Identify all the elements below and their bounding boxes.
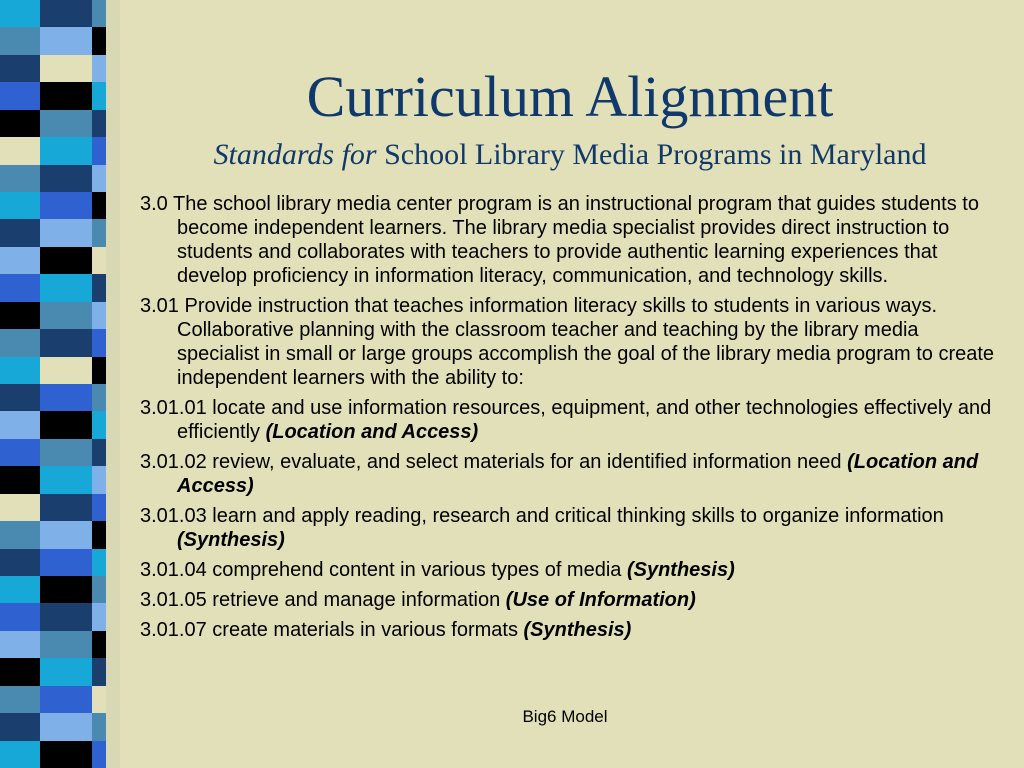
- stripe-segment: [40, 192, 92, 220]
- subtitle-italic-part: Standards for: [213, 138, 377, 171]
- stripe-segment: [40, 521, 92, 549]
- stripe-segment: [40, 247, 92, 275]
- stripe-segment: [92, 192, 106, 220]
- stripe-segment: [0, 192, 40, 220]
- stripe-segment: [0, 329, 40, 357]
- stripe-segment: [92, 357, 106, 385]
- stripe-segment: [92, 302, 106, 330]
- stripe-segment: [0, 439, 40, 467]
- stripe-segment: [0, 137, 40, 165]
- stripe-segment: [40, 549, 92, 577]
- paragraph-text: 3.01.07 create materials in various formats: [140, 619, 524, 641]
- stripe-segment: [0, 165, 40, 193]
- stripe-segment: [40, 274, 92, 302]
- paragraph-tag: (Use of Information): [505, 589, 696, 611]
- slide-subtitle: [130, 136, 1010, 174]
- standard-paragraph: [140, 618, 1000, 642]
- stripe-segment: [0, 741, 40, 768]
- subtitle-rest: School Library Media Programs in Maryland: [376, 138, 927, 171]
- stripe-segment: [92, 658, 106, 686]
- stripe-segment: [0, 55, 40, 83]
- paragraph-tag: (Location and Access): [177, 451, 979, 497]
- paragraph-tag: (Synthesis): [626, 559, 735, 581]
- paragraph-tag: (Synthesis): [523, 619, 632, 641]
- stripe-segment: [40, 686, 92, 714]
- stripe-segment: [92, 165, 106, 193]
- stripe-segment: [0, 302, 40, 330]
- stripe-segment: [40, 27, 92, 55]
- stripe-segment: [0, 686, 40, 714]
- stripe-segment: [92, 549, 106, 577]
- stripe-segment: [92, 494, 106, 522]
- stripe-segment: [0, 110, 40, 138]
- stripe-segment: [40, 603, 92, 631]
- stripe-segment: [0, 521, 40, 549]
- stripe-segment: [92, 247, 106, 275]
- stripe-segment: [40, 741, 92, 768]
- stripe-segment: [92, 384, 106, 412]
- stripe-segment: [40, 713, 92, 741]
- stripe-segment: [40, 411, 92, 439]
- stripe-segment: [0, 357, 40, 385]
- stripe-segment: [40, 302, 92, 330]
- slide-body: [140, 192, 1000, 648]
- stripe-segment: [0, 466, 40, 494]
- stripe-segment: [92, 137, 106, 165]
- stripe-segment: [0, 494, 40, 522]
- stripe-segment: [92, 439, 106, 467]
- stripe-segment: [92, 603, 106, 631]
- stripe-segment: [0, 576, 40, 604]
- stripe-segment: [0, 658, 40, 686]
- standard-paragraph: [140, 588, 1000, 612]
- stripe-segment: [0, 713, 40, 741]
- stripe-segment: [92, 686, 106, 714]
- decorative-stripe-border: [0, 0, 120, 768]
- standard-paragraph: [140, 558, 1000, 582]
- stripe-segment: [40, 55, 92, 83]
- stripe-segment: [40, 384, 92, 412]
- slide-title: Curriculum Alignment: [306, 64, 834, 129]
- paragraph-text: 3.0 The school library media center program is an instructional program that guides students to become independent learners. The library media specialist provides direct instruction to students and collaborates with teachers to provide authentic learning experiences that develop proficiency in information literacy, communication, and technology skills.: [140, 193, 979, 287]
- stripe-segment: [92, 466, 106, 494]
- paragraph-text: 3.01.03 learn and apply reading, research and critical thinking skills to organize information: [140, 505, 944, 527]
- standard-paragraph: [140, 504, 1000, 552]
- stripe-segment: [0, 0, 40, 28]
- stripe-segment: [0, 603, 40, 631]
- stripe-segment: [92, 82, 106, 110]
- stripe-segment: [40, 494, 92, 522]
- standard-paragraph: [140, 192, 1000, 288]
- stripe-segment: [92, 576, 106, 604]
- stripe-segment: [92, 521, 106, 549]
- stripe-segment: [40, 0, 92, 28]
- stripe-segment: [40, 219, 92, 247]
- stripe-segment: [40, 466, 92, 494]
- stripe-segment: [40, 658, 92, 686]
- stripe-segment: [92, 27, 106, 55]
- stripe-segment: [40, 165, 92, 193]
- paragraph-text: 3.01.01 locate and use information resources, equipment, and other technologies effectively and efficiently: [140, 397, 992, 443]
- stripe-segment: [0, 247, 40, 275]
- paragraph-text: 3.01 Provide instruction that teaches information literacy skills to students in various ways. Collaborative planning with the classroom teacher and teaching by the library media specialist in small or large groups accomplish the goal of the library media program to create independent learners with the ability to:: [140, 295, 995, 389]
- standard-paragraph: [140, 450, 1000, 498]
- stripe-segment: [40, 110, 92, 138]
- stripe-segment: [40, 439, 92, 467]
- stripe-segment: [0, 549, 40, 577]
- stripe-segment: [40, 82, 92, 110]
- standard-paragraph: [140, 294, 1000, 390]
- paragraph-text: 3.01.02 review, evaluate, and select materials for an identified information need: [140, 451, 848, 473]
- stripe-segment: [92, 274, 106, 302]
- stripe-segment: [92, 713, 106, 741]
- stripe-segment: [92, 110, 106, 138]
- stripe-segment: [92, 55, 106, 83]
- stripe-segment: [92, 219, 106, 247]
- paragraph-tag: (Synthesis): [177, 529, 285, 551]
- paragraph-tag: (Location and Access): [265, 421, 479, 443]
- paragraph-text: 3.01.04 comprehend content in various types of media: [140, 559, 627, 581]
- stripe-segment: [92, 631, 106, 659]
- stripe-segment: [0, 82, 40, 110]
- stripe-segment: [40, 576, 92, 604]
- stripe-segment: [0, 411, 40, 439]
- slide-footer: Big6 Model: [522, 707, 608, 726]
- stripe-segment: [92, 411, 106, 439]
- stripe-segment: [0, 27, 40, 55]
- stripe-segment: [40, 631, 92, 659]
- stripe-segment: [0, 219, 40, 247]
- stripe-segment: [40, 137, 92, 165]
- stripe-segment: [40, 329, 92, 357]
- paragraph-text: 3.01.05 retrieve and manage information: [140, 589, 506, 611]
- stripe-segment: [92, 329, 106, 357]
- stripe-segment: [40, 357, 92, 385]
- stripe-segment: [0, 631, 40, 659]
- standard-paragraph: [140, 396, 1000, 444]
- stripe-segment: [92, 0, 106, 28]
- stripe-segment: [0, 384, 40, 412]
- stripe-segment: [0, 274, 40, 302]
- stripe-segment: [92, 741, 106, 768]
